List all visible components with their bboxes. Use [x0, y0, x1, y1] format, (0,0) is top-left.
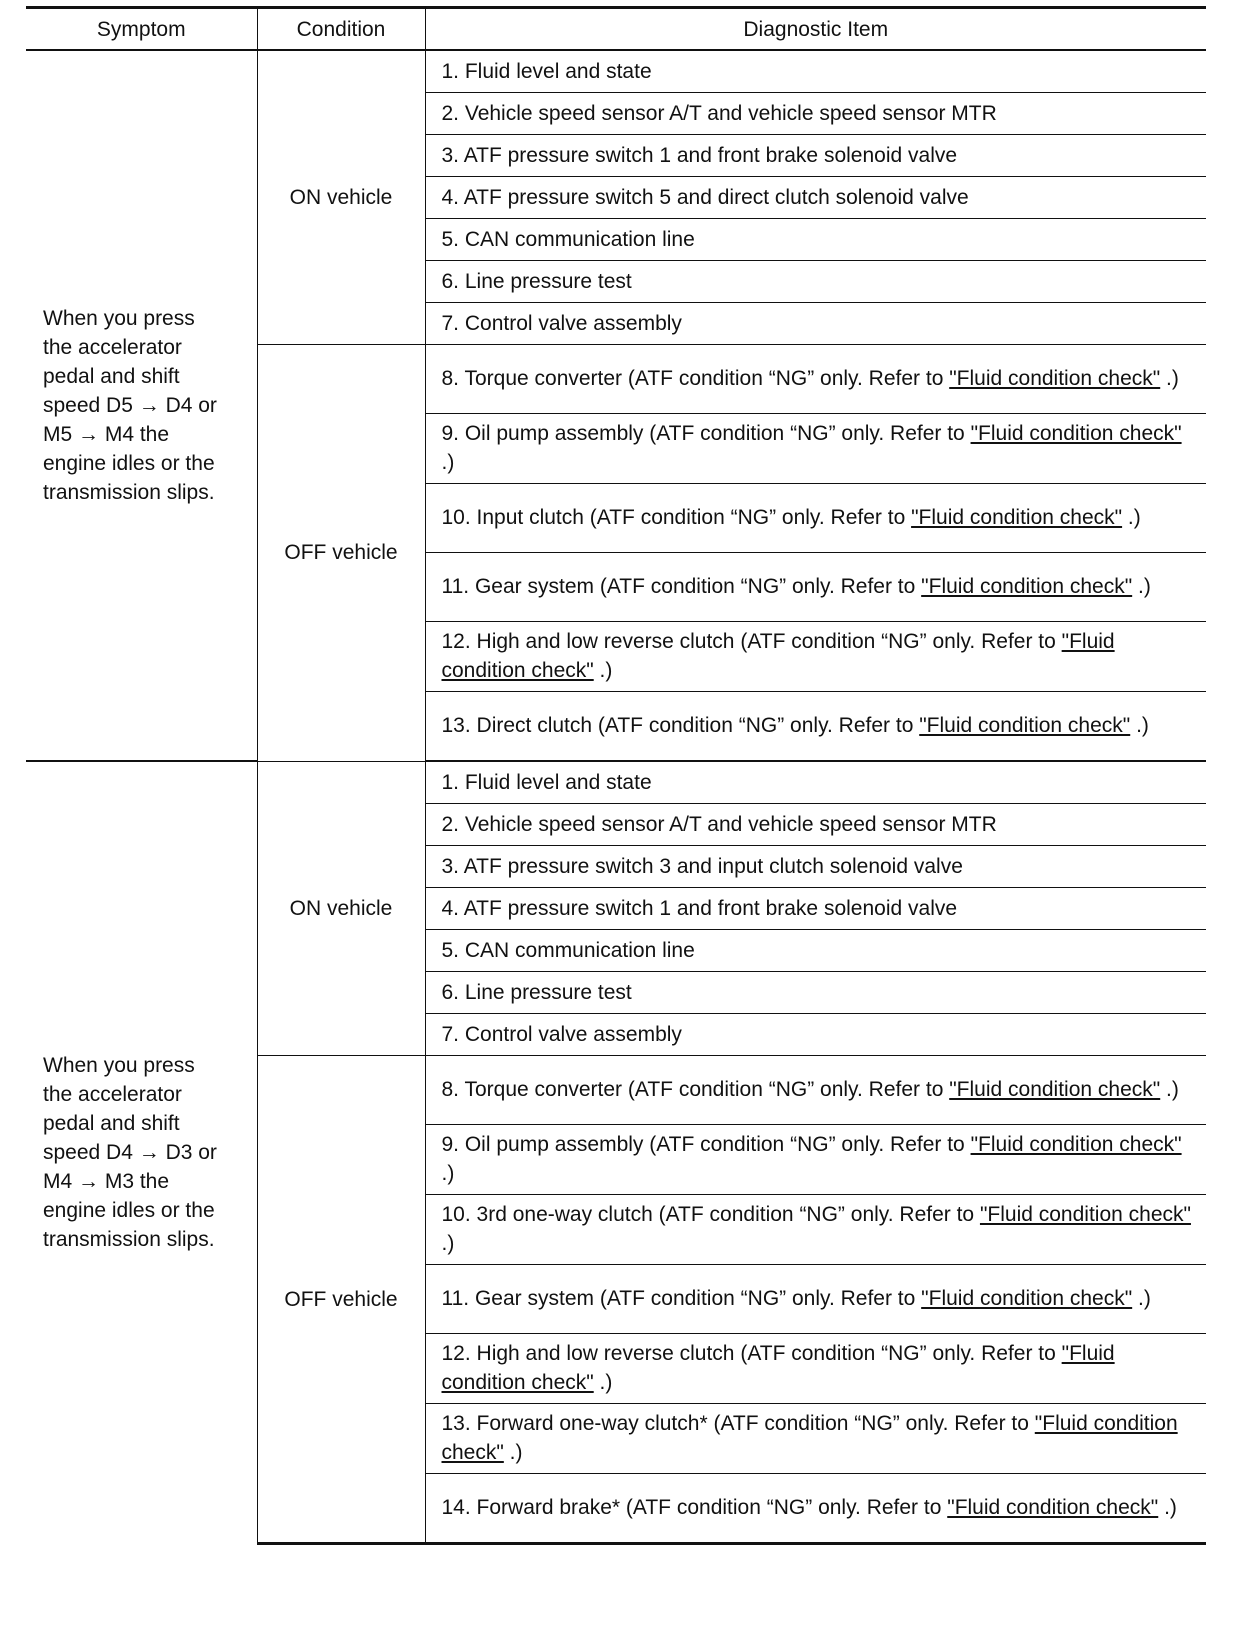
- diagnostic-item-text: 10. Input clutch (ATF condition “NG” only. Refer to: [441, 506, 912, 529]
- diagnostic-item: [425, 1195, 1206, 1265]
- symptom-line: engine idles or the: [43, 452, 215, 475]
- symptom-line: transmission slips.: [43, 1228, 215, 1252]
- symptom-cell: [26, 761, 257, 1544]
- symptom-line: the accelerator: [43, 1083, 182, 1107]
- diagnostic-item-tail: .): [441, 1232, 455, 1255]
- fluid-condition-check-link[interactable]: "Fluid condition check": [949, 1078, 1161, 1101]
- fluid-condition-check-link[interactable]: "Fluid condition check": [921, 1287, 1133, 1310]
- diagnostic-item-tail: .): [1122, 506, 1141, 529]
- diagnostic-item: [425, 345, 1206, 414]
- diagnostic-item: 5. CAN communication line: [425, 930, 1206, 972]
- condition-on-vehicle: ON vehicle: [257, 761, 425, 1056]
- table-body: [26, 50, 1206, 1544]
- diagnostic-item-tail: .): [1160, 367, 1179, 390]
- table-row: [26, 761, 1206, 804]
- condition-off-vehicle: OFF vehicle: [257, 1056, 425, 1544]
- diagnostic-item-text: 9. Oil pump assembly (ATF condition “NG” only. Refer to: [441, 1133, 971, 1156]
- diagnostic-item-tail: .): [593, 1371, 613, 1394]
- symptom-line: M4 → M3 the: [43, 1170, 170, 1194]
- diagnostic-item-text: 13. Forward one-way clutch* (ATF condition “NG” only. Refer to: [441, 1412, 1035, 1435]
- diagnostic-item: 3. ATF pressure switch 1 and front brake solenoid valve: [425, 135, 1206, 177]
- diagnostic-item-text: 9. Oil pump assembly (ATF condition “NG” only. Refer to: [441, 422, 971, 445]
- header-row: [26, 8, 1206, 51]
- symptom-line: speed D4 → D3 or: [43, 1141, 217, 1165]
- fluid-condition-check-link[interactable]: "Fluid condition check": [979, 1203, 1191, 1226]
- fluid-condition-check-link[interactable]: "Fluid condition check": [947, 1496, 1159, 1519]
- diagnostic-table-sheet: [26, 6, 1206, 1545]
- diagnostic-item: [425, 692, 1206, 762]
- symptom-line: When you press: [43, 1054, 195, 1078]
- diagnostic-item-text: 12. High and low reverse clutch (ATF condition “NG” only. Refer to: [441, 1342, 1062, 1365]
- symptom-line: speed D5 → D4 or: [43, 394, 217, 417]
- diagnostic-item: 7. Control valve assembly: [425, 303, 1206, 345]
- diagnostic-item: 4. ATF pressure switch 5 and direct clutch solenoid valve: [425, 177, 1206, 219]
- symptom-line: the accelerator: [43, 336, 182, 359]
- diagnostic-item: [425, 1404, 1206, 1474]
- diagnostic-item-tail: .): [1130, 714, 1149, 737]
- diagnostic-item: [425, 1265, 1206, 1334]
- diagnostic-item: 6. Line pressure test: [425, 261, 1206, 303]
- diagnostic-item: 2. Vehicle speed sensor A/T and vehicle speed sensor MTR: [425, 804, 1206, 846]
- diagnostic-item: 4. ATF pressure switch 1 and front brake solenoid valve: [425, 888, 1206, 930]
- fluid-condition-check-link[interactable]: "Fluid condition check": [911, 506, 1123, 529]
- diagnostic-item-text: 10. 3rd one-way clutch (ATF condition “NG” only. Refer to: [441, 1203, 980, 1226]
- fluid-condition-check-link[interactable]: "Fluid condition check": [921, 575, 1133, 598]
- diagnostic-item: [425, 622, 1206, 692]
- diagnostic-item-header: Diagnostic Item: [425, 8, 1206, 51]
- fluid-condition-check-link[interactable]: "Fluid condition check": [441, 1342, 1115, 1394]
- diagnostic-item: 5. CAN communication line: [425, 219, 1206, 261]
- diagnostic-item-tail: .): [1132, 575, 1151, 598]
- diagnostic-item-text: 14. Forward brake* (ATF condition “NG” only. Refer to: [441, 1496, 948, 1519]
- symptom-line: When you press: [43, 307, 195, 330]
- diagnostic-item: [425, 1334, 1206, 1404]
- diagnostic-item: 1. Fluid level and state: [425, 50, 1206, 93]
- fluid-condition-check-link[interactable]: "Fluid condition check": [949, 367, 1161, 390]
- condition-off-vehicle: OFF vehicle: [257, 345, 425, 762]
- symptom-cell: [26, 50, 257, 761]
- diagnostic-table: [26, 6, 1206, 1545]
- symptom-line: transmission slips.: [43, 481, 215, 504]
- diagnostic-item-text: 12. High and low reverse clutch (ATF condition “NG” only. Refer to: [441, 630, 1062, 653]
- diagnostic-item-text: 11. Gear system (ATF condition “NG” only. Refer to: [441, 1287, 922, 1310]
- diagnostic-item-text: 11. Gear system (ATF condition “NG” only. Refer to: [441, 575, 922, 598]
- diagnostic-item-tail: .): [441, 451, 455, 474]
- symptom-line: pedal and shift: [43, 365, 180, 388]
- diagnostic-item-tail: .): [503, 1441, 523, 1464]
- symptom-line: M5 → M4 the: [43, 423, 170, 446]
- diagnostic-item-text: 8. Torque converter (ATF condition “NG” only. Refer to: [441, 1078, 950, 1101]
- diagnostic-item-tail: .): [441, 1162, 455, 1185]
- table-row: [26, 50, 1206, 93]
- fluid-condition-check-link[interactable]: "Fluid condition check": [441, 630, 1115, 682]
- diagnostic-item-tail: .): [593, 659, 613, 682]
- symptom-line: engine idles or the: [43, 1199, 215, 1223]
- condition-header: Condition: [257, 8, 425, 51]
- diagnostic-item: [425, 1125, 1206, 1195]
- diagnostic-item: [425, 1056, 1206, 1125]
- diagnostic-item: 7. Control valve assembly: [425, 1014, 1206, 1056]
- diagnostic-item-tail: .): [1158, 1496, 1177, 1519]
- diagnostic-item: [425, 553, 1206, 622]
- diagnostic-item: 1. Fluid level and state: [425, 761, 1206, 804]
- diagnostic-item-tail: .): [1132, 1287, 1151, 1310]
- fluid-condition-check-link[interactable]: "Fluid condition check": [441, 1412, 1178, 1464]
- diagnostic-item-text: 8. Torque converter (ATF condition “NG” only. Refer to: [441, 367, 950, 390]
- diagnostic-item: [425, 1474, 1206, 1544]
- diagnostic-item: 6. Line pressure test: [425, 972, 1206, 1014]
- fluid-condition-check-link[interactable]: "Fluid condition check": [970, 1133, 1182, 1156]
- diagnostic-item-tail: .): [1160, 1078, 1179, 1101]
- fluid-condition-check-link[interactable]: "Fluid condition check": [970, 422, 1182, 445]
- condition-on-vehicle: ON vehicle: [257, 50, 425, 345]
- diagnostic-item: 2. Vehicle speed sensor A/T and vehicle speed sensor MTR: [425, 93, 1206, 135]
- symptom-line: pedal and shift: [43, 1112, 180, 1136]
- diagnostic-item-text: 13. Direct clutch (ATF condition “NG” only. Refer to: [441, 714, 920, 737]
- diagnostic-item: [425, 484, 1206, 553]
- symptom-header: Symptom: [26, 8, 257, 51]
- diagnostic-item: [425, 414, 1206, 484]
- diagnostic-item: 3. ATF pressure switch 3 and input clutch solenoid valve: [425, 846, 1206, 888]
- fluid-condition-check-link[interactable]: "Fluid condition check": [919, 714, 1131, 737]
